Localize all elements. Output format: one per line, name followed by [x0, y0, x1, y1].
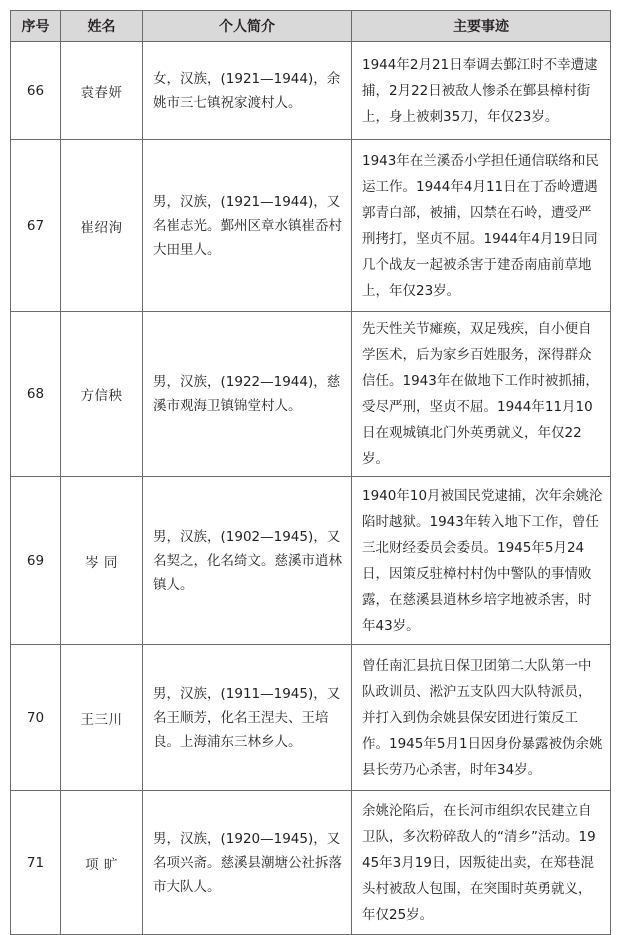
row-name-text: 方信秧 [80, 388, 123, 404]
row-bio: 男，汉族，(1920—1945)，又名项兴斋。慈溪县潮塘公社拆落市大队人。 [143, 791, 352, 935]
row-bio: 男，汉族，(1921—1944)，又名崔志光。鄞州区章水镇崔岙村大田里人。 [143, 140, 352, 312]
martyrs-table-container [10, 10, 610, 935]
row-deeds: 1943年在兰溪岙小学担任通信联络和民运工作。1944年4月11日在丁岙岭遭遇郭青白部，被捕，囚禁在石岭，遭受严刑拷打，坚贞不屈。1944年4月19日同几个战友一起被杀害于建岙南庙前草地上，年仅23岁。 [352, 140, 611, 312]
table-row [11, 645, 611, 791]
row-bio: 男，汉族，(1922—1944)，慈溪市观海卫镇锦堂村人。 [143, 312, 352, 477]
table-header-row [11, 11, 611, 42]
row-name [61, 477, 143, 645]
row-name [61, 42, 143, 140]
header-number: 序号 [11, 11, 61, 42]
row-name [61, 140, 143, 312]
row-name-text: 崔绍洵 [80, 219, 123, 236]
row-bio: 女，汉族，(1921—1944)，余姚市三七镇祝家渡村人。 [143, 42, 352, 140]
header-deeds: 主要事迹 [352, 11, 611, 42]
row-name [61, 645, 143, 791]
row-deeds: 1944年2月21日奉调去鄞江时不幸遭逮捕，2月22日被敌人惨杀在鄞县樟村街上，身上被刺35刀，年仅23岁。 [352, 42, 611, 140]
row-number: 68 [11, 312, 61, 477]
row-name [61, 312, 143, 477]
row-name-text: 项 旷 [85, 856, 118, 873]
martyrs-table [10, 10, 611, 935]
table-row [11, 312, 611, 477]
row-bio: 男，汉族，(1902—1945)，又名契之，化名绮文。慈溪市逍林镇人。 [143, 477, 352, 645]
row-deeds: 余姚沦陷后，在长河市组织农民建立自卫队，多次粉碎敌人的“清乡”活动。1945年3月19日，因叛徒出卖，在郑巷混头村被敌人包围，在突围时英勇就义，年仅25岁。 [352, 791, 611, 935]
row-number: 67 [11, 140, 61, 312]
row-name-text: 岑 同 [85, 554, 118, 571]
table-row [11, 140, 611, 312]
row-number: 71 [11, 791, 61, 935]
row-deeds: 先天性关节瘫痪，双足残疾，自小便自学医术，后为家乡百姓服务，深得群众信任。1943年在做地下工作时被抓捕，受尽严刑，坚贞不屈。1944年11月10日在观城镇北门外英勇就义，年仅22岁。 [352, 312, 611, 477]
row-deeds: 曾任南汇县抗日保卫团第二大队第一中队政训员、淞沪五支队四大队特派员，并打入到伪余姚县保安团进行策反工作。1945年5月1日因身份暴露被伪余姚县长劳乃心杀害，时年34岁。 [352, 645, 611, 791]
table-row [11, 791, 611, 935]
row-name [61, 791, 143, 935]
row-deeds: 1940年10月被国民党逮捕，次年余姚沦陷时越狱。1943年转入地下工作，曾任三北财经委员会委员。1945年5月24日，因策反驻樟村村伪中警队的事情败露，在慈溪县逍林乡培字地被杀害，时年43岁。 [352, 477, 611, 645]
header-bio: 个人简介 [143, 11, 352, 42]
row-number: 69 [11, 477, 61, 645]
header-name: 姓名 [61, 11, 143, 42]
row-number: 66 [11, 42, 61, 140]
row-name-text: 袁春妍 [80, 84, 123, 101]
table-row [11, 42, 611, 140]
table-row [11, 477, 611, 645]
row-name-text: 王三川 [80, 711, 123, 728]
row-bio: 男，汉族，(1911—1945)，又名王顺芳，化名王涅夫、王培良。上海浦东三林乡人。 [143, 645, 352, 791]
row-number: 70 [11, 645, 61, 791]
